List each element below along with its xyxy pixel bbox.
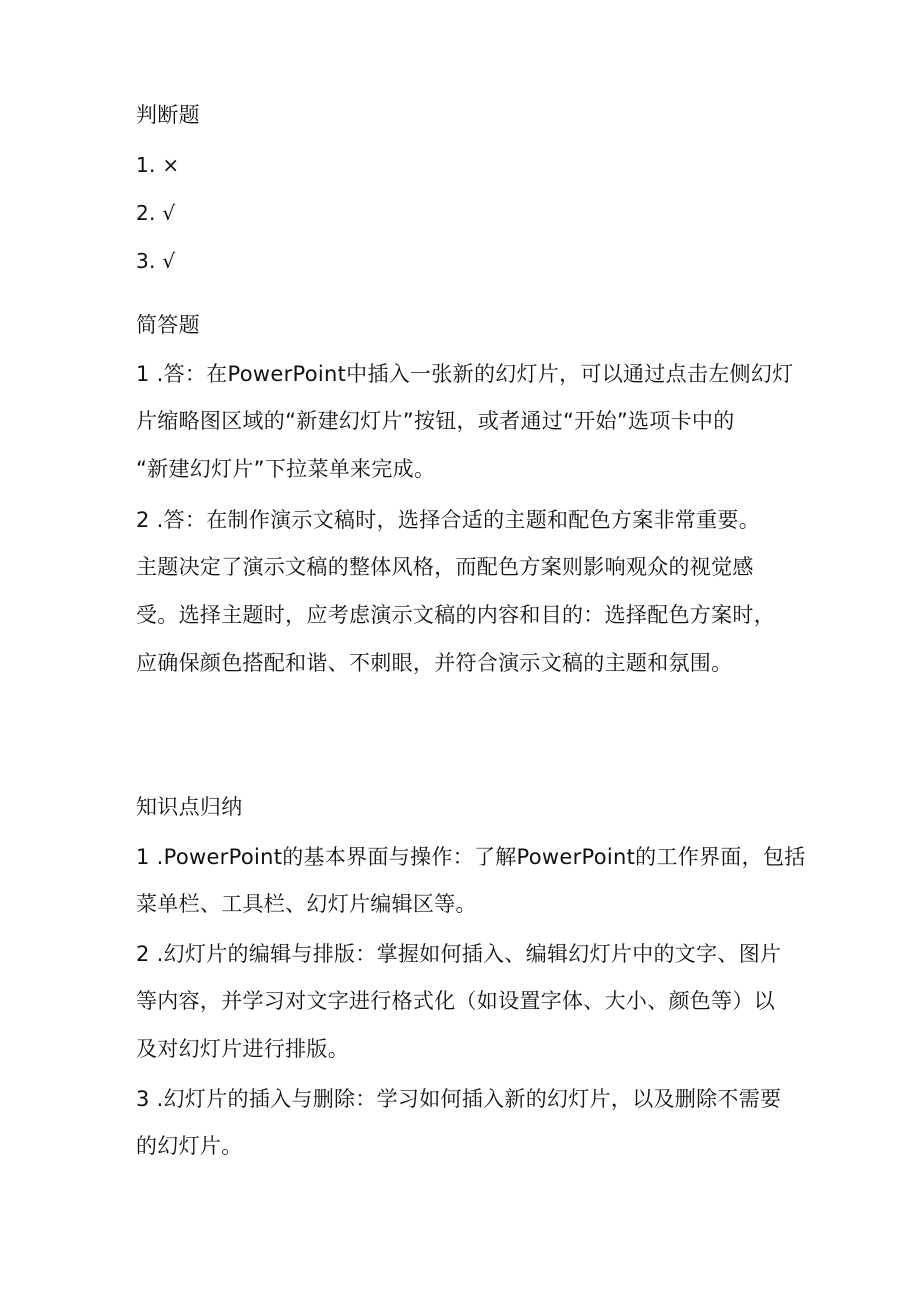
true-false-item-3: 3. √ — [136, 249, 176, 273]
answer-2-line-4: 应确保颜色搭配和谐、不刺眼，并符合演示文稿的主题和氛围。 — [136, 651, 733, 675]
summary-point-3-line-1: 3 .幻灯片的插入与删除：学习如何插入新的幻灯片，以及删除不需要 — [136, 1087, 782, 1111]
true-false-heading: 判断题 — [136, 103, 200, 127]
summary-point-2-line-2: 等内容，并学习对文字进行格式化（如设置字体、大小、颜色等）以 — [136, 989, 775, 1013]
summary-point-2-line-3: 及对幻灯片进行排版。 — [136, 1037, 349, 1061]
answer-1-line-1: 1 .答：在PowerPoint中插入一张新的幻灯片，可以通过点击左侧幻灯 — [136, 362, 794, 386]
answer-2-line-3: 受。选择主题时，应考虑演示文稿的内容和目的：选择配色方案时， — [136, 603, 775, 627]
summary-point-1-line-1: 1 .PowerPoint的基本界面与操作：了解PowerPoint的工作界面，包括 — [136, 845, 806, 869]
summary-point-3-line-2: 的幻灯片。 — [136, 1134, 243, 1158]
true-false-item-1: 1. × — [136, 153, 180, 177]
summary-heading: 知识点归纳 — [136, 795, 243, 819]
answer-2-line-2: 主题决定了演示文稿的整体风格，而配色方案则影响观众的视觉感 — [136, 555, 754, 579]
short-answer-heading: 简答题 — [136, 313, 200, 337]
true-false-item-2: 2. √ — [136, 201, 176, 225]
summary-point-1-line-2: 菜单栏、工具栏、幻灯片编辑区等。 — [136, 892, 477, 916]
answer-2-line-1: 2 .答：在制作演示文稿时，选择合适的主题和配色方案非常重要。 — [136, 508, 761, 532]
answer-1-line-3: “新建幻灯片”下拉菜单来完成。 — [136, 457, 436, 481]
answer-1-line-2: 片缩略图区域的“新建幻灯片”按钮，或者通过“开始”选项卡中的 — [136, 409, 735, 433]
summary-point-2-line-1: 2 .幻灯片的编辑与排版：掌握如何插入、编辑幻灯片中的文字、图片 — [136, 942, 782, 966]
